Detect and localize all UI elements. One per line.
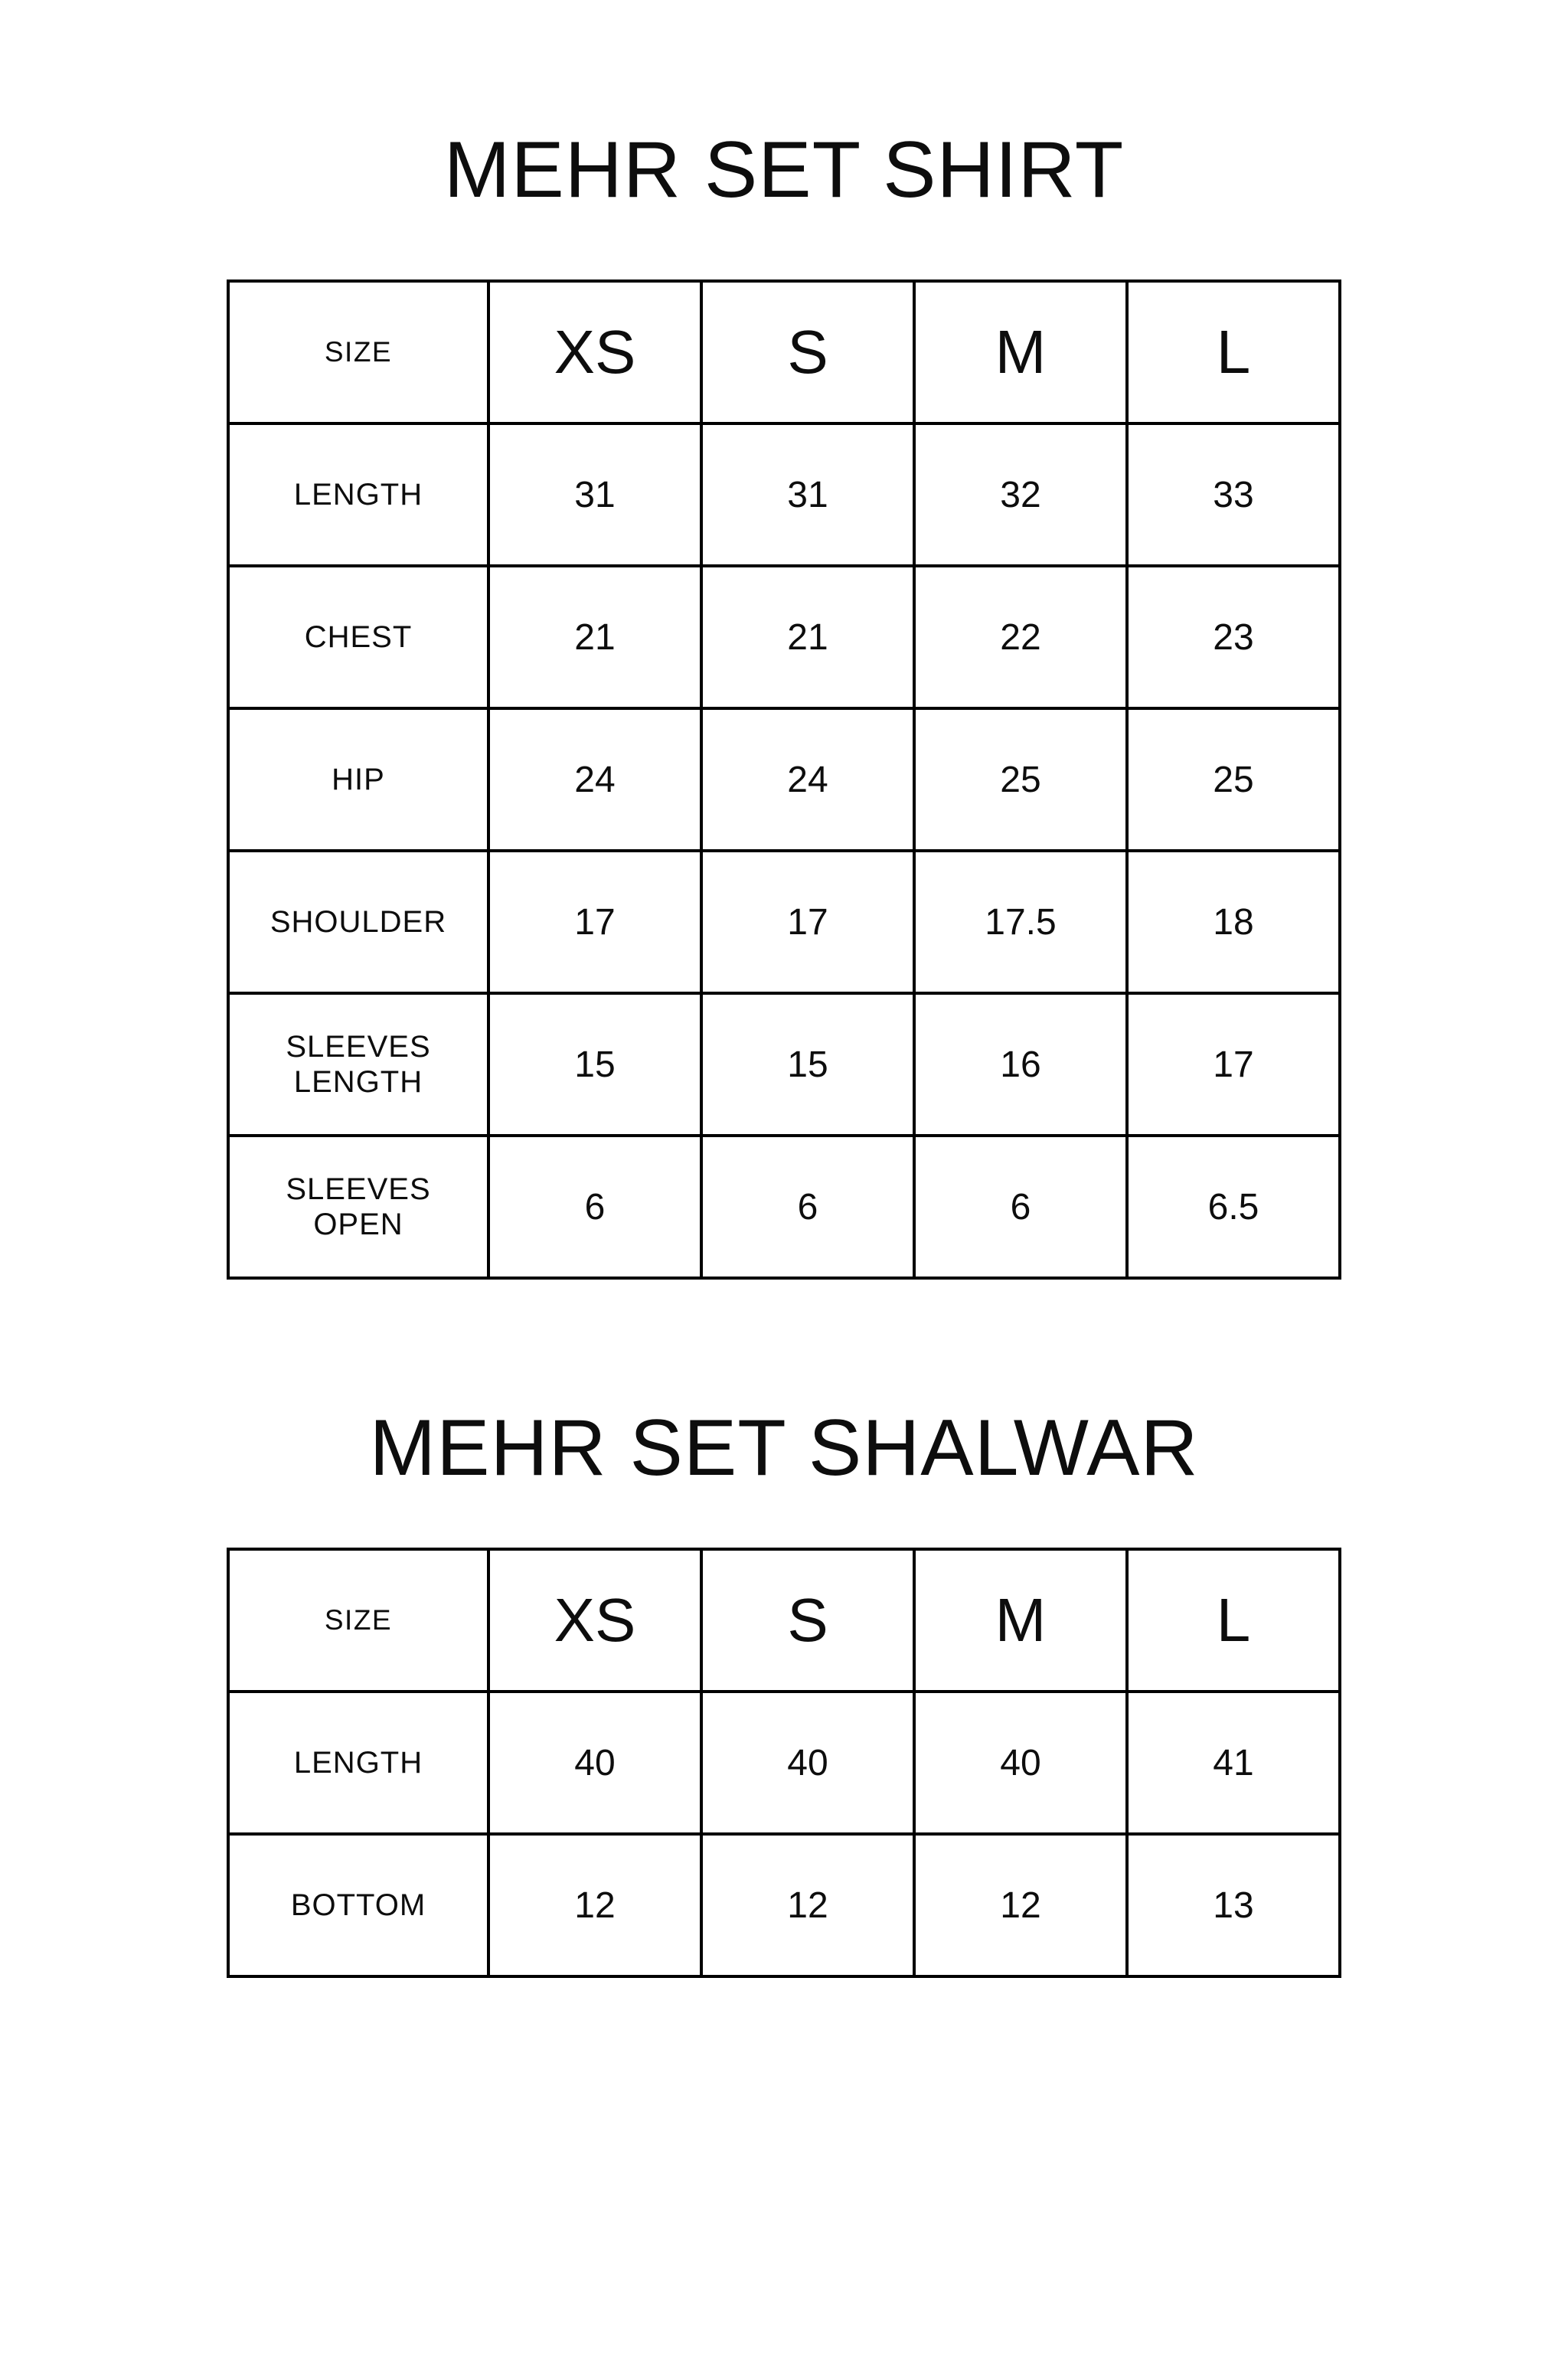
shalwar-size-table [227, 1548, 1341, 1978]
cell-hip-s: 24 [701, 708, 914, 851]
header-cell-s: S [701, 281, 914, 423]
cell-length-xs: 40 [488, 1692, 701, 1834]
cell-hip-m: 25 [914, 708, 1127, 851]
table-row [228, 566, 1340, 708]
cell-length-m: 32 [914, 423, 1127, 566]
cell-sleeves-open-s: 6 [701, 1136, 914, 1278]
row-label-hip: HIP [228, 708, 488, 851]
row-label-length: LENGTH [228, 423, 488, 566]
header-cell-size: SIZE [228, 1549, 488, 1692]
table-row [228, 423, 1340, 566]
cell-sleeves-length-m: 16 [914, 993, 1127, 1136]
shirt-section-title: MEHR SET SHIRT [443, 126, 1125, 214]
cell-length-xs: 31 [488, 423, 701, 566]
shirt-size-table [227, 280, 1341, 1280]
header-cell-size: SIZE [228, 281, 488, 423]
table-row [228, 851, 1340, 993]
header-cell-m: M [914, 281, 1127, 423]
row-label-bottom: BOTTOM [228, 1834, 488, 1976]
cell-sleeves-open-xs: 6 [488, 1136, 701, 1278]
header-cell-m: M [914, 1549, 1127, 1692]
cell-sleeves-length-l: 17 [1127, 993, 1340, 1136]
header-cell-l: L [1127, 281, 1340, 423]
cell-bottom-l: 13 [1127, 1834, 1340, 1976]
row-label-line2: LENGTH [293, 1065, 423, 1099]
shirt-table-wrapper [0, 280, 1568, 1280]
table-row [228, 993, 1340, 1136]
row-label-line1: SLEEVES [286, 1172, 431, 1206]
row-label-shoulder: SHOULDER [228, 851, 488, 993]
table-row [228, 708, 1340, 851]
cell-shoulder-m: 17.5 [914, 851, 1127, 993]
shalwar-section-title: MEHR SET SHALWAR [369, 1404, 1199, 1492]
cell-chest-m: 22 [914, 566, 1127, 708]
cell-length-m: 40 [914, 1692, 1127, 1834]
row-label-sleeves-length [228, 993, 488, 1136]
table-header-row [228, 281, 1340, 423]
cell-sleeves-open-l: 6.5 [1127, 1136, 1340, 1278]
shalwar-table-wrapper [0, 1548, 1568, 1978]
cell-shoulder-l: 18 [1127, 851, 1340, 993]
header-cell-xs: XS [488, 281, 701, 423]
row-label-line2: OPEN [313, 1208, 403, 1241]
cell-bottom-m: 12 [914, 1834, 1127, 1976]
header-cell-l: L [1127, 1549, 1340, 1692]
cell-bottom-xs: 12 [488, 1834, 701, 1976]
row-label-length: LENGTH [228, 1692, 488, 1834]
row-label-line1: SLEEVES [286, 1030, 431, 1064]
table-row [228, 1136, 1340, 1278]
row-label-chest: CHEST [228, 566, 488, 708]
cell-shoulder-s: 17 [701, 851, 914, 993]
cell-length-s: 31 [701, 423, 914, 566]
cell-hip-l: 25 [1127, 708, 1340, 851]
table-row [228, 1692, 1340, 1834]
cell-hip-xs: 24 [488, 708, 701, 851]
header-cell-s: S [701, 1549, 914, 1692]
row-label-sleeves-open [228, 1136, 488, 1278]
cell-length-l: 41 [1127, 1692, 1340, 1834]
cell-chest-xs: 21 [488, 566, 701, 708]
cell-chest-l: 23 [1127, 566, 1340, 708]
cell-length-l: 33 [1127, 423, 1340, 566]
shalwar-section [0, 1404, 1568, 1978]
cell-shoulder-xs: 17 [488, 851, 701, 993]
cell-length-s: 40 [701, 1692, 914, 1834]
section-spacer [0, 1280, 1568, 1408]
cell-bottom-s: 12 [701, 1834, 914, 1976]
table-header-row [228, 1549, 1340, 1692]
cell-sleeves-length-s: 15 [701, 993, 914, 1136]
header-cell-xs: XS [488, 1549, 701, 1692]
table-row [228, 1834, 1340, 1976]
cell-sleeves-length-xs: 15 [488, 993, 701, 1136]
cell-chest-s: 21 [701, 566, 914, 708]
cell-sleeves-open-m: 6 [914, 1136, 1127, 1278]
